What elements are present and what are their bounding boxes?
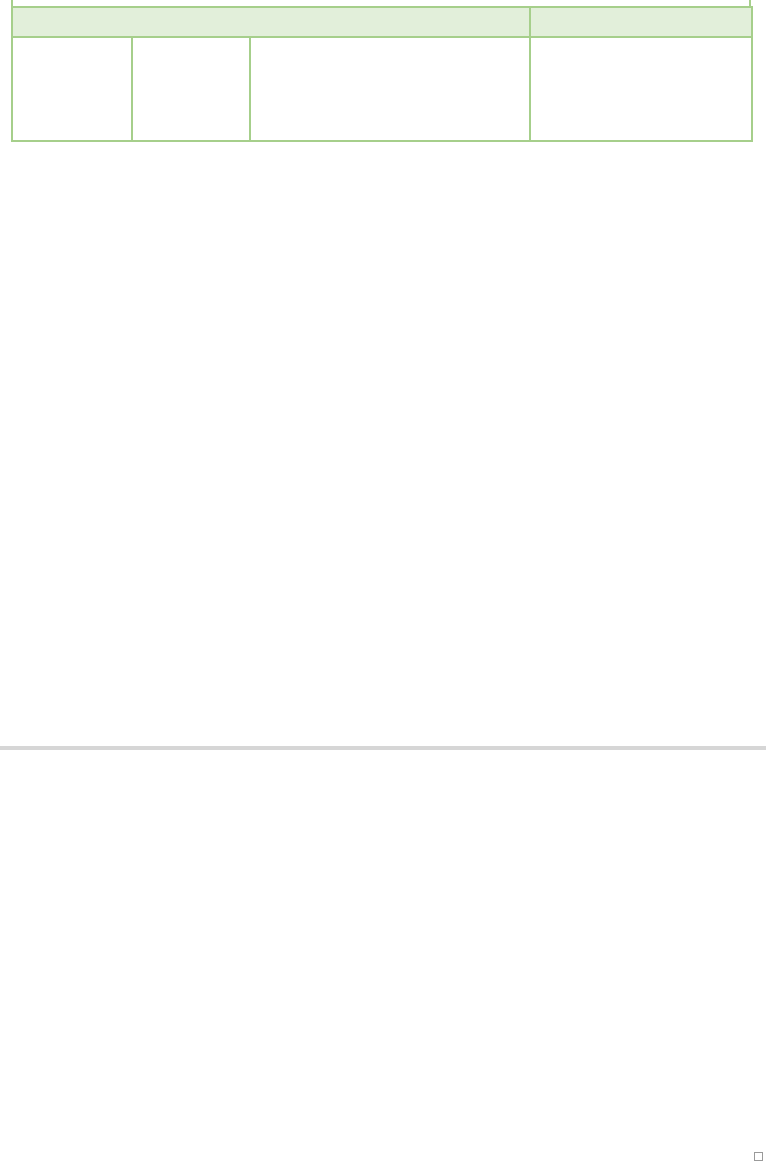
page-bottom [0, 750, 766, 1164]
group-title-row-c2 [12, 7, 752, 37]
resize-corner-icon [754, 1152, 763, 1161]
header-before [250, 37, 530, 141]
header-coef [132, 37, 250, 141]
group-title-c2 [12, 7, 530, 37]
header-row-c2 [12, 37, 752, 141]
salary-table-top [11, 6, 753, 142]
header-after [530, 37, 752, 141]
group-title-empty-cell [530, 7, 752, 37]
header-level [12, 37, 132, 141]
